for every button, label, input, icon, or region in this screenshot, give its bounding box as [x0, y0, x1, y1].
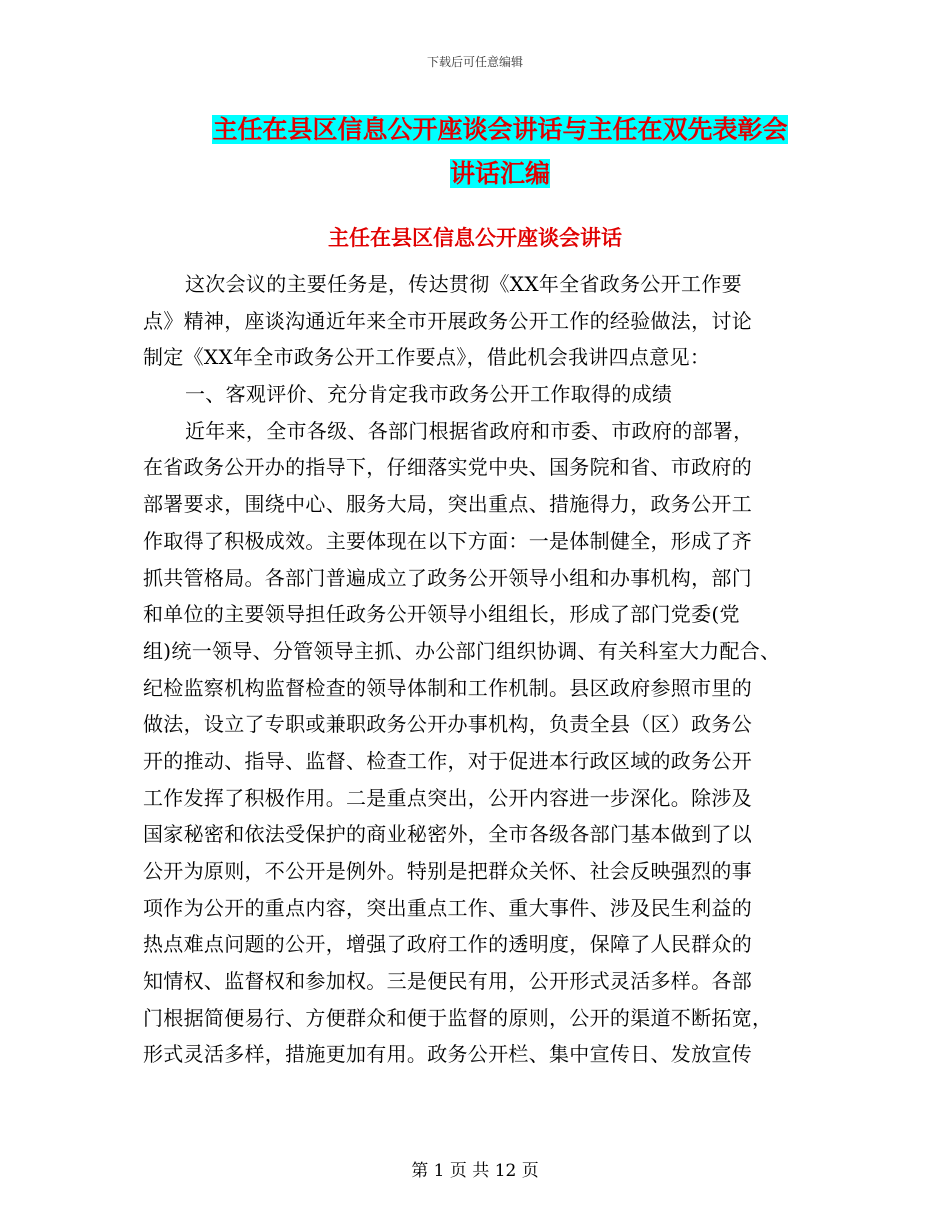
page-header-note: 下载后可任意编辑	[426, 55, 523, 69]
document-title-line1: 主任在县区信息公开座谈会讲话与主任在双先表彰会	[212, 115, 788, 144]
paragraph-line: 开的推动、指导、监督、检查工作，对于促进本行政区域的政务公开	[143, 748, 752, 773]
paragraph-line: 作取得了积极成效。主要体现在以下方面：一是体制健全，形成了齐	[143, 528, 752, 553]
paragraph-line: 抓共管格局。各部门普遍成立了政务公开领导小组和办事机构，部门	[143, 565, 752, 590]
paragraph-line: 门根据简便易行、方便群众和便于监督的原则，公开的渠道不断拓宽，	[143, 1005, 773, 1030]
paragraph-line: 组)统一领导、分管领导主抓、办公部门组织协调、有关科室大力配合、	[143, 638, 781, 663]
paragraph-line: 形式灵活多样，措施更加有用。政务公开栏、集中宣传日、发放宣传	[143, 1042, 752, 1067]
paragraph-line: 在省政务公开办的指导下，仔细落实党中央、国务院和省、市政府的	[143, 455, 752, 480]
paragraph-line: 近年来，全市各级、各部门根据省政府和市委、市政府的部署，	[185, 418, 754, 443]
body-text	[143, 266, 823, 1073]
document-title-line2: 讲话汇编	[449, 159, 550, 188]
page-footer: 第 1 页 共 12 页	[411, 1161, 539, 1181]
paragraph-line: 做法，设立了专职或兼职政务公开办事机构，负责全县（区）政务公	[143, 712, 752, 737]
paragraph-line: 项作为公开的重点内容，突出重点工作、重大事件、涉及民生利益的	[143, 895, 752, 920]
paragraph-line: 公开为原则，不公开是例外。特别是把群众关怀、社会反映强烈的事	[143, 859, 752, 883]
paragraph-line: 工作发挥了积极作用。二是重点突出，公开内容进一步深化。除涉及	[143, 785, 752, 810]
paragraph-line: 知情权、监督权和参加权。三是便民有用，公开形式灵活多样。各部	[143, 969, 752, 994]
section-title: 主任在县区信息公开座谈会讲话	[328, 226, 622, 250]
paragraph-line: 这次会议的主要任务是，传达贯彻《XX年全省政务公开工作要	[185, 272, 742, 296]
paragraph-line: 热点难点问题的公开，增强了政府工作的透明度，保障了人民群众的	[143, 932, 752, 957]
paragraph-line: 国家秘密和依法受保护的商业秘密外，全市各级各部门基本做到了以	[143, 822, 752, 847]
paragraph-line: 制定《XX年全市政务公开工作要点》，借此机会我讲四点意见：	[143, 345, 711, 370]
paragraph-line: 纪检监察机构监督检查的领导体制和工作机制。县区政府参照市里的	[143, 675, 752, 700]
paragraph-line: 点》精神，座谈沟通近年来全市开展政务公开工作的经验做法，讨论	[143, 308, 752, 333]
section-heading-line: 一、客观评价、充分肯定我市政务公开工作取得的成绩	[185, 382, 673, 407]
paragraph-line: 和单位的主要领导担任政务公开领导小组组长，形成了部门党委(党	[143, 602, 740, 627]
document-title	[150, 108, 850, 196]
paragraph-line: 部署要求，围绕中心、服务大局，突出重点、措施得力，政务公开工	[143, 492, 752, 517]
